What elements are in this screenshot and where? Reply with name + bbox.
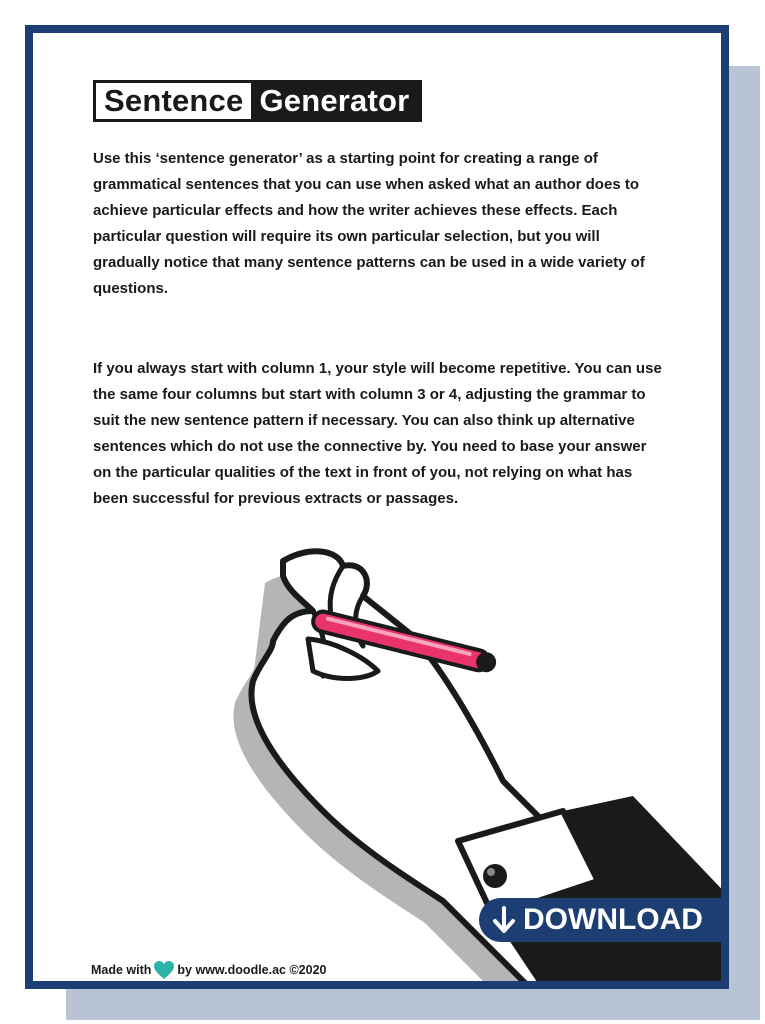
advice-paragraph: If you always start with column 1, your style will become repetitive. You can use the same four columns but start with column 3 or 4, adjusting the grammar to suit the new sentence pattern if necessary. You can also think up alternative sentences which do not use the connective by. You need to base your answer on the particular qualities of the text in front of you, not relying on what has been successful for previous extracts or passages.: [93, 360, 662, 507]
made-with-text: Made with: [91, 963, 152, 977]
title-part2: Generator: [251, 83, 419, 119]
page-title: [93, 80, 422, 122]
download-button[interactable]: [479, 898, 729, 942]
heart-icon: [153, 960, 175, 980]
down-arrow-icon: [491, 905, 517, 935]
download-label: DOWNLOAD: [523, 903, 703, 936]
footer-credit: [91, 960, 327, 980]
intro-paragraph: Use this ‘sentence generator’ as a starting point for creating a range of grammatical sentences that you can use when asked what an author does to achieve particular effects and how the writer achieves these effects. Each particular question will require its own particular selection, but you will gradually notice that many sentence patterns can be used in a wide variety of questions.: [93, 150, 645, 297]
title-part1: Sentence: [96, 83, 251, 119]
worksheet-card: [25, 25, 729, 989]
by-link-text: by www.doodle.ac ©2020: [177, 963, 327, 977]
